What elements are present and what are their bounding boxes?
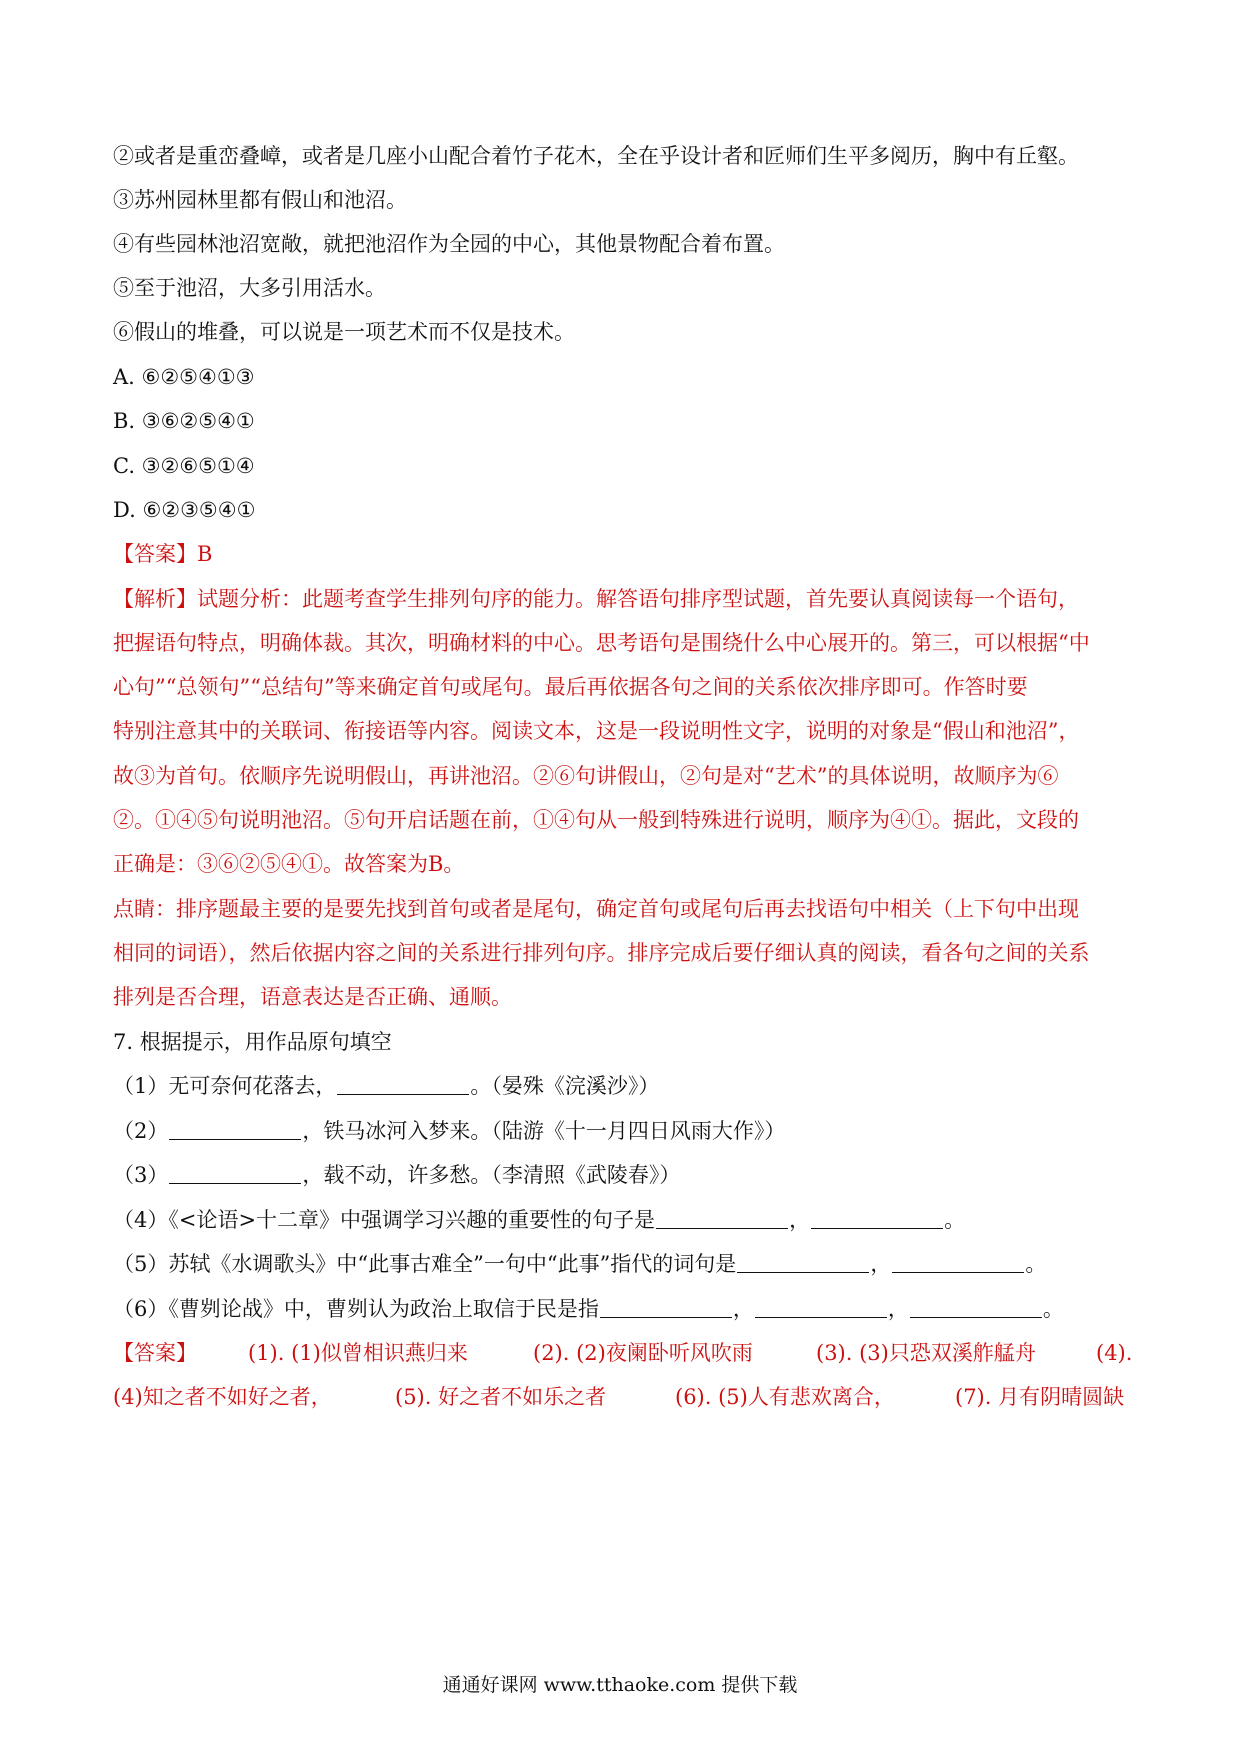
fill-item-2	[113, 1116, 1128, 1146]
answer-q7-row1	[113, 1338, 1133, 1368]
answer-item: (4).	[1096, 1341, 1133, 1365]
fill-item-5	[113, 1249, 1128, 1279]
analysis-line: ②。①④⑤句说明池沼。⑤句开启话题在前，①④句从一般到特殊进行说明，顺序为④①。据此，文段的	[113, 808, 1079, 832]
answer-label: 【答案】	[113, 1341, 197, 1365]
answer-blank[interactable]	[169, 1163, 301, 1184]
answer-blank[interactable]	[892, 1252, 1024, 1273]
analysis-line: 心句”“总领句”“总结句”等来确定首句或尾句。最后再依据各句之间的关系依次排序即可。作答时要	[113, 675, 1028, 699]
answer-blank[interactable]	[169, 1119, 301, 1140]
fill-item-6-prompt: （6）《曹刿论战》中，曹刿认为政治上取信于民是指	[113, 1297, 599, 1321]
answer-blank[interactable]	[337, 1074, 469, 1095]
answer-item: (1). (1)似曾相识燕归来	[248, 1341, 468, 1365]
answer-item: (5). 好之者不如乐之者	[395, 1385, 607, 1409]
answer-q6: 【答案】B	[113, 542, 213, 566]
page-footer: 通通好课网 www.tthaoke.com 提供下载	[442, 1674, 798, 1696]
answer-blank[interactable]	[755, 1297, 887, 1318]
answer-q7-row2	[113, 1382, 1128, 1412]
analysis-line: 【解析】试题分析：此题考查学生排列句序的能力。解答语句排序型试题，首先要认真阅读每一个语句，	[113, 587, 1079, 611]
fill-item-3	[113, 1160, 1128, 1190]
fill-item-3-number: （3）	[113, 1163, 169, 1187]
statement-6: ⑥假山的堆叠，可以说是一项艺术而不仅是技术。	[113, 320, 575, 344]
question-7-title: 7. 根据提示，用作品原句填空	[113, 1030, 392, 1054]
fill-item-1-source: 。（晏殊《浣溪沙》）	[470, 1074, 660, 1098]
fill-item-1-prompt: （1）无可奈何花落去，	[113, 1074, 337, 1098]
tip-line: 排列是否合理，语意表达是否正确、通顺。	[113, 985, 512, 1009]
period: 。	[1042, 1297, 1064, 1321]
fill-item-3-prompt: ，载不动，许多愁。（李清照《武陵春》）	[302, 1163, 681, 1187]
answer-item: (3). (3)只恐双溪舴艋舟	[816, 1341, 1036, 1365]
fill-item-2-number: （2）	[113, 1119, 169, 1143]
statement-4: ④有些园林池沼宽敞，就把池沼作为全园的中心，其他景物配合着布置。	[113, 232, 785, 256]
answer-blank[interactable]	[910, 1297, 1042, 1318]
fill-item-5-prompt: （5）苏轼《水调歌头》中“此事古难全”一句中“此事”指代的词句是	[113, 1252, 737, 1276]
fill-item-4	[113, 1205, 1128, 1235]
answer-item: (6). (5)人有悲欢离合，	[675, 1385, 895, 1409]
option-c: C. ③②⑥⑤①④	[113, 454, 255, 478]
tip-line: 点睛：排序题最主要的是要先找到首句或者是尾句，确定首句或尾句后再去找语句中相关（上下句中出现	[113, 897, 1079, 921]
analysis-line: 正确是：③⑥②⑤④①。故答案为B。	[113, 852, 465, 876]
option-a: A. ⑥②⑤④①③	[113, 365, 255, 389]
analysis-line: 故③为首句。依顺序先说明假山，再讲池沼。②⑥句讲假山，②句是对“艺术”的具体说明，故顺序为⑥	[113, 764, 1059, 788]
fill-item-1	[113, 1071, 1128, 1101]
comma: ，	[732, 1297, 754, 1321]
answer-blank[interactable]	[656, 1208, 788, 1229]
statement-5: ⑤至于池沼，大多引用活水。	[113, 276, 386, 300]
fill-item-4-prompt: （4）《<论语>十二章》中强调学习兴趣的重要性的句子是	[113, 1208, 656, 1232]
analysis-line: 特别注意其中的关联词、衔接语等内容。阅读文本，这是一段说明性文字，说明的对象是“假山和池沼”，	[113, 719, 1080, 743]
answer-blank[interactable]	[600, 1297, 732, 1318]
statement-2: ②或者是重峦叠嶂，或者是几座小山配合着竹子花木，全在乎设计者和匠师们生平多阅历，胸中有丘壑。	[113, 144, 1079, 168]
comma: ，	[887, 1297, 909, 1321]
answer-item: (7). 月有阴晴圆缺	[955, 1385, 1125, 1409]
comma: ，	[789, 1208, 811, 1232]
answer-blank[interactable]	[811, 1208, 943, 1229]
period: 。	[944, 1208, 966, 1232]
answer-blank[interactable]	[737, 1252, 869, 1273]
analysis-line: 把握语句特点，明确体裁。其次，明确材料的中心。思考语句是围绕什么中心展开的。第三，可以根据“中	[113, 631, 1090, 655]
answer-item: (2). (2)夜阑卧听风吹雨	[533, 1341, 753, 1365]
comma: ，	[870, 1252, 892, 1276]
option-b: B. ③⑥②⑤④①	[113, 409, 255, 433]
option-d: D. ⑥②③⑤④①	[113, 498, 256, 522]
period: 。	[1025, 1252, 1047, 1276]
fill-item-2-prompt: ，铁马冰河入梦来。（陆游《十一月四日风雨大作》）	[302, 1119, 786, 1143]
answer-item: (4)知之者不如好之者，	[113, 1385, 332, 1409]
statement-3: ③苏州园林里都有假山和池沼。	[113, 188, 407, 212]
fill-item-6	[113, 1294, 1128, 1324]
tip-line: 相同的词语），然后依据内容之间的关系进行排列句序。排序完成后要仔细认真的阅读，看各句之间的关系	[113, 941, 1090, 965]
